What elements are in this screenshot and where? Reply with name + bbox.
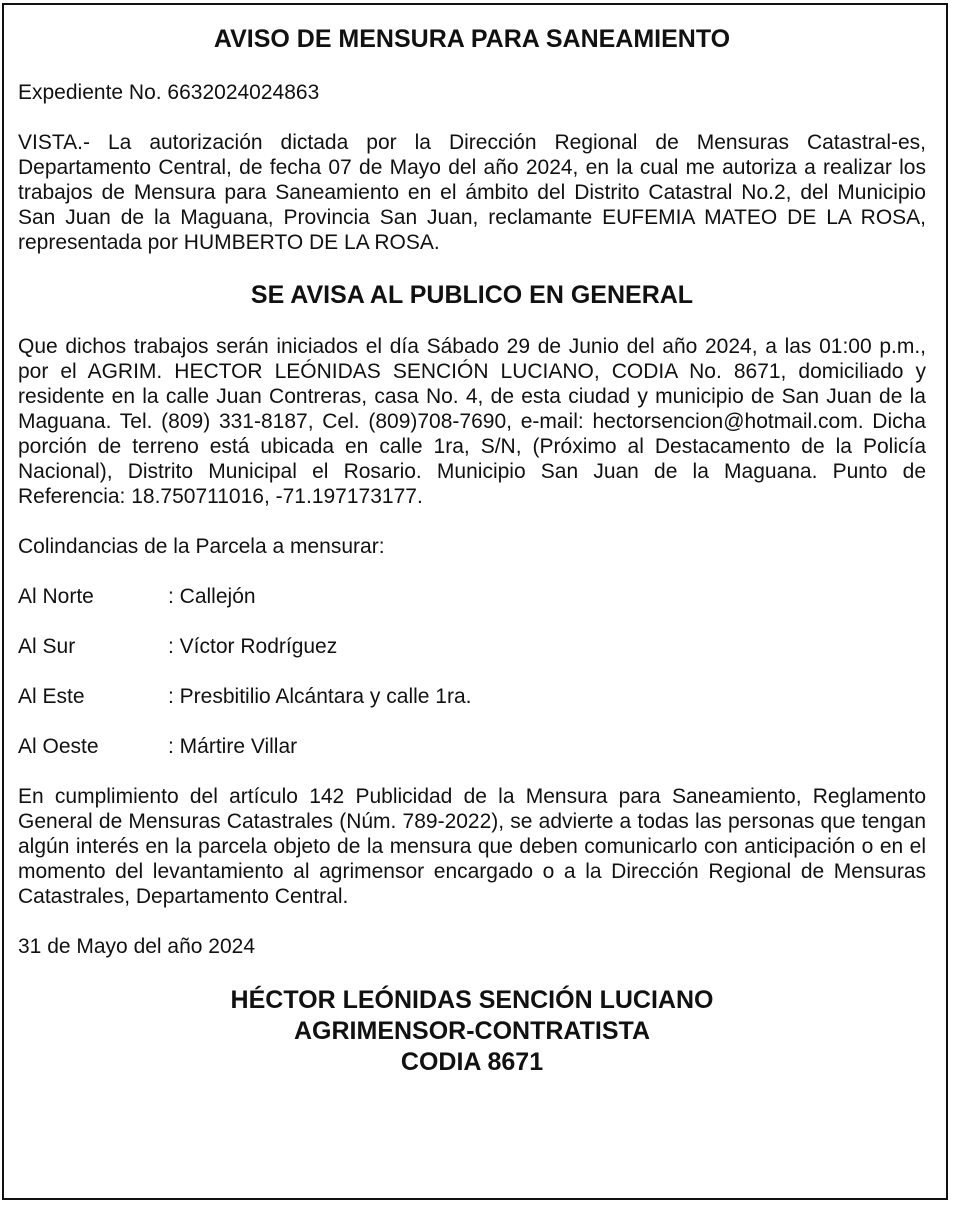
boundary-east	[18, 684, 926, 709]
expediente-number: Expediente No. 6632024024863	[18, 81, 320, 104]
boundary-north	[18, 584, 926, 609]
boundary-value: : Mártire Villar	[168, 735, 298, 758]
notice-title: AVISO DE MENSURA PARA SANEAMIENTO	[213, 25, 731, 53]
colindancias-heading: Colindancias de la Parcela a mensurar:	[18, 535, 385, 558]
boundary-value: : Presbitilio Alcántara y calle 1ra.	[168, 685, 472, 708]
boundary-direction: Al Norte	[18, 585, 94, 608]
signature-block	[18, 985, 926, 1078]
notice-date: 31 de Mayo del año 2024	[18, 935, 256, 958]
public-notice-heading: SE AVISA AL PUBLICO EN GENERAL	[250, 281, 694, 309]
boundary-west	[18, 734, 926, 759]
notice-content	[18, 24, 926, 1078]
boundary-value: : Víctor Rodríguez	[168, 635, 338, 658]
signature-name: HÉCTOR LEÓNIDAS SENCIÓN LUCIANO	[230, 986, 714, 1014]
boundary-direction: Al Oeste	[18, 735, 99, 758]
boundary-south	[18, 634, 926, 659]
signature-codia: CODIA 8671	[400, 1048, 544, 1076]
works-paragraph: Que dichos trabajos serán iniciados el día Sábado 29 de Junio del año 2024, a las 01:00 p.m., por el AGRIM. HECTOR LEÓNIDAS SENCIÓN LUCIANO, CODIA No. 8671, domiciliado y residente en la calle Juan Contreras, casa No. 4, de esta ciudad y municipio de San Juan de la Maguana. Tel. (809) 331-8187, Cel. (809)708-7690, e-mail: hectorsencion@hotmail.com. Dicha porción de terreno está ubicada en calle 1ra, S/N, (Próximo al Destacamento de la Policía Nacional), Distrito Municipal el Rosario. Municipio San Juan de la Maguana. Punto de Referencia: 18.750711016, -71.197173177.	[18, 335, 926, 508]
boundary-direction: Al Este	[18, 685, 85, 708]
compliance-paragraph: En cumplimiento del artículo 142 Publicidad de la Mensura para Saneamiento, Reglamento General de Mensuras Catastrales (Núm. 789-2022), se advierte a todas las personas que tengan algún interés en la parcela objeto de la mensura que deben comunicarlo con anticipación o en el momento del levantamiento al agrimensor encargado o a la Dirección Regional de Mensuras Catastrales, Departamento Central.	[18, 785, 926, 908]
vista-paragraph: VISTA.- La autorización dictada por la Dirección Regional de Mensuras Catastral-es, Departamento Central, de fecha 07 de Mayo del año 2024, en la cual me autoriza a realizar los trabajos de Mensura para Saneamiento en el ámbito del Distrito Catastral No.2, del Municipio San Juan de la Maguana, Provincia San Juan, reclamante EUFEMIA MATEO DE LA ROSA, representada por HUMBERTO DE LA ROSA.	[18, 131, 926, 254]
boundary-value: : Callejón	[168, 585, 256, 608]
boundary-direction: Al Sur	[18, 635, 76, 658]
signature-role: AGRIMENSOR-CONTRATISTA	[294, 1017, 650, 1045]
